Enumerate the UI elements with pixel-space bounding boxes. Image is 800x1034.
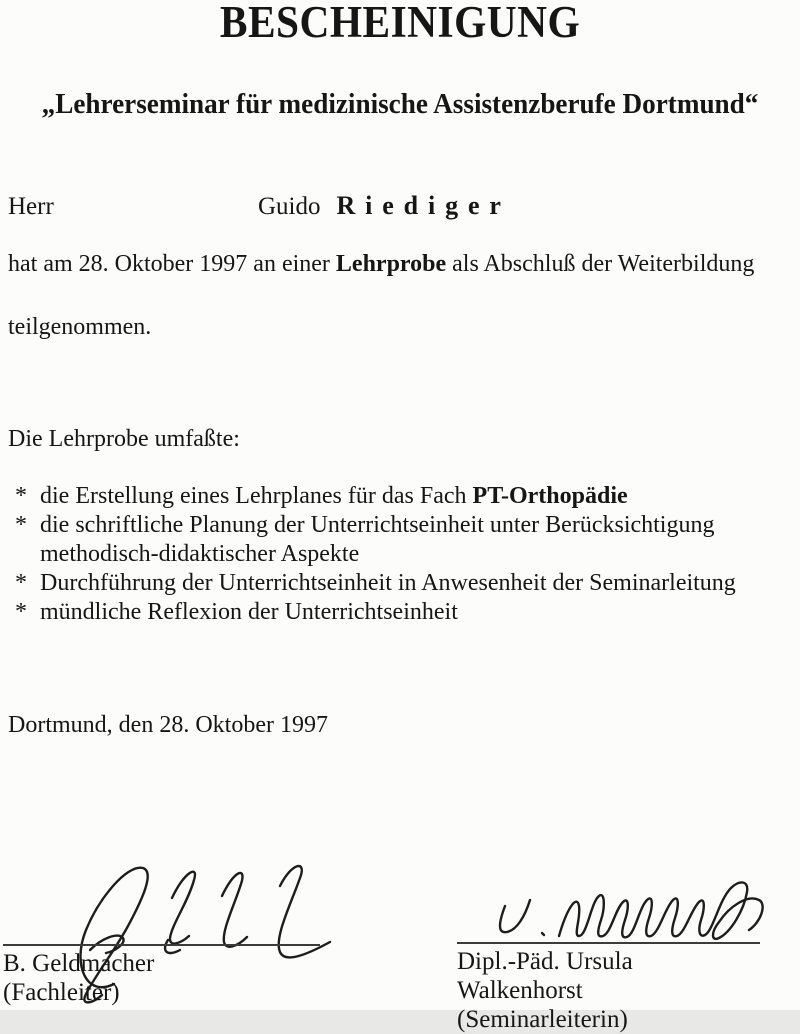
list-item	[8, 569, 788, 598]
list-item-text: Durchführung der Unterrichtseinheit in Anwesenheit der Seminarleitung	[40, 570, 736, 596]
bullet-marker: *	[15, 483, 27, 509]
salutation: Herr	[8, 193, 54, 220]
recipient-last-name: Riediger	[336, 191, 511, 220]
place-date-line: Dortmund, den 28. Oktober 1997	[8, 712, 328, 738]
bullet-marker: *	[15, 599, 27, 625]
body-line-2: teilgenommen.	[8, 314, 152, 340]
list-item	[8, 598, 788, 627]
list-item	[8, 511, 788, 540]
list-item-text: die Erstellung eines Lehrplanes für das Fach PT-Orthopädie	[40, 483, 628, 509]
document-title: BESCHEINIGUNG	[219, 0, 581, 47]
bullet-marker: *	[15, 512, 27, 538]
list-item-text: die schriftliche Planung der Unterrichtseinheit unter Berücksichtigung	[40, 512, 715, 538]
list-item	[8, 482, 788, 511]
recipient-name	[258, 191, 511, 221]
signatory-role: (Fachleiter)	[3, 979, 120, 1006]
bullet-marker	[8, 540, 40, 569]
recipient-first-name: Guido	[258, 193, 321, 220]
document-subtitle: „Lehrerseminar für medizinische Assistenzberufe Dortmund“	[41, 89, 759, 120]
bullet-list	[8, 482, 788, 627]
signatory-name: B. Geldmacher	[3, 950, 155, 977]
list-item-continuation	[8, 540, 788, 569]
list-item-bold-term: PT-Orthopädie	[472, 483, 628, 509]
body-line-1-pre: hat am 28. Oktober 1997 an einer	[8, 251, 336, 277]
signature-walkenhorst-handwriting-image	[487, 876, 779, 946]
signatory-role: (Seminarleiterin)	[457, 1006, 628, 1033]
signature-block-seminarleiterin	[457, 942, 760, 1034]
signatory-name: Dipl.-Päd. Ursula Walkenhorst	[457, 948, 633, 1004]
signature-block-fachleiter	[3, 944, 320, 1007]
bullet-marker: *	[15, 570, 27, 596]
list-item-text: mündliche Reflexion der Unterrichtseinheit	[40, 599, 458, 625]
body-line-1-post: als Abschluß der Weiterbildung	[446, 251, 755, 277]
body-line-1-bold-term: Lehrprobe	[335, 251, 447, 277]
body-line-1	[8, 251, 754, 278]
list-item-text: methodisch-didaktischer Aspekte	[40, 541, 360, 567]
list-heading: Die Lehrprobe umfaßte:	[8, 426, 240, 452]
